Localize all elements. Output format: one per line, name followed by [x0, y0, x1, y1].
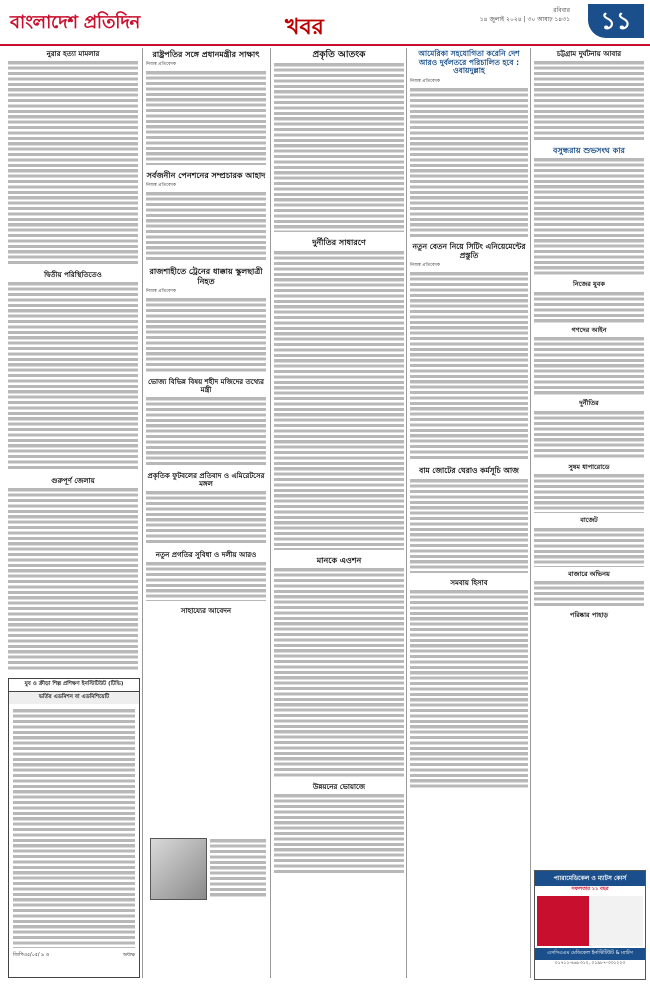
headline: সাহায্যের আবেদন — [180, 606, 232, 615]
headline: দুর্নীতির সাধারণে — [312, 238, 366, 248]
byline: নিজস্ব প্রতিবেদক — [146, 288, 177, 294]
ad-course-list — [591, 896, 643, 946]
headline: দুর্নীতির — [579, 399, 599, 408]
article-body — [534, 410, 644, 460]
article-body — [410, 478, 528, 573]
article-body — [146, 191, 266, 261]
masthead — [0, 0, 650, 46]
article-body — [8, 281, 138, 471]
article-body — [146, 490, 266, 545]
notice-subtitle: ভর্তির এডমিশন বা এডমিশিয়েটি — [9, 692, 139, 704]
article-body — [410, 589, 528, 789]
headline: দ্বিতীয় পরিস্থিতিতেও — [44, 271, 102, 280]
byline: নিজস্ব প্রতিবেদক — [410, 263, 441, 269]
person-photo — [150, 838, 207, 900]
headline: নতুন প্রগতির সুবিধা ও দলীয় আরও — [155, 550, 257, 559]
article-body — [410, 87, 528, 237]
headline: বসুন্ধরায় শুভসংঘ কার — [553, 146, 625, 156]
headline: বাজারে অভিনয় — [568, 569, 610, 578]
notice-ref: জিপিএ৫/০৫/ ৯ ও — [13, 953, 50, 958]
headline: সমবায় হিসাব — [450, 578, 488, 587]
headline: নিজের যুবক — [573, 280, 605, 289]
headline: নুরার হত্যা মামলার — [46, 50, 100, 58]
article-body — [146, 70, 266, 165]
article-body — [534, 291, 644, 323]
article-body — [274, 250, 404, 550]
byline: নিজস্ব প্রতিবেদক — [146, 183, 177, 189]
headline: আমেরিকা সহযোগিতা করেনি দেশ আরও দুর্বলতরে পরিচালিত হবে : ওবায়দুল্লাহ — [418, 49, 520, 76]
byline: নিজস্ব প্রতিবেদক — [410, 78, 441, 84]
dateline: রবিবার ১৪ জুলাই ২০২৪ | ৩০ আষাঢ় ১৪৩১ — [479, 7, 570, 23]
article-body — [274, 567, 404, 777]
headline: সুষম ধাপারোডে — [568, 462, 610, 471]
headline: প্রকৃতি আতংক — [312, 50, 366, 60]
column-rule — [142, 48, 143, 978]
article-body — [210, 838, 266, 898]
column-rule — [530, 48, 531, 978]
tender-notice — [8, 678, 140, 978]
page-number: ১১ — [588, 4, 644, 38]
article-body — [274, 62, 404, 232]
article-body — [534, 157, 644, 277]
advertisement[interactable] — [534, 870, 646, 980]
headline: পরিষ্কার পাহাড় — [569, 611, 609, 620]
article-body — [410, 271, 528, 461]
notice-body — [13, 708, 135, 948]
article-body — [534, 60, 644, 140]
article-body — [146, 297, 266, 372]
article-body — [8, 487, 138, 672]
headline: বাজেট — [580, 516, 598, 525]
article-body — [534, 580, 644, 608]
headline: উন্নয়নের ভোয়াজে — [312, 782, 366, 791]
byline: নিজস্ব প্রতিবেদক — [146, 62, 177, 68]
notice-title: যুব ও ক্রীড়া শিল্প প্রশিক্ষণ ইনস্টিটিউট (টিভি) — [9, 679, 139, 692]
notice-signatory: অধ্যক্ষ — [122, 953, 135, 958]
ad-institute: এসসিএএম মেডিকেল ইনস্টিটিউট & ম্যাটস — [535, 948, 645, 960]
headline: ভোজ্য বিভিন্ন বিষয় শহীদ মজিদের তথ্যের মন্ত্রী — [147, 377, 265, 394]
section-title: খবর — [285, 15, 324, 40]
headline: বাম জোটের ঘেরাও কর্মসূচি আজ — [419, 466, 519, 476]
article-body — [146, 396, 266, 466]
article-body — [146, 561, 266, 601]
headline: রাষ্ট্রপতির সঙ্গে প্রধানমন্ত্রীর সাক্ষাৎ — [152, 50, 260, 59]
column-rule — [406, 48, 407, 978]
headline: রাজশাহীতে ট্রেনের ধাক্কায় স্কুলছাত্রী নিহত — [149, 267, 263, 286]
ad-course-list — [537, 896, 589, 946]
article-body — [274, 793, 404, 873]
headline: গুরুপূর্ণ জেলায় — [51, 477, 95, 486]
headline: নতুন বেতন নিয়ে সিটিং এনিয়েমেন্টের প্রস্তুতি — [412, 241, 526, 260]
ad-contact: ০১৭১১-৪৬৮৩১০, ০১৯৮৭-৩৩১২২৩ — [554, 961, 626, 966]
column-rule — [270, 48, 271, 978]
headline: গণদের আইন — [571, 325, 607, 334]
headline: মানকে এওশন — [316, 555, 362, 565]
headline: সর্বজনীন পেনশনের সম্প্রচারক আহাদ — [146, 171, 266, 181]
ad-headline: প্যারামেডিকেল ও ম্যাটস কোর্স — [535, 871, 645, 886]
article-body — [534, 527, 644, 567]
newspaper-logo: বাংলাদেশ প্রতিদিন — [10, 12, 140, 33]
headline: চট্টগ্রাম দুর্ঘটনায় আবার — [556, 50, 622, 58]
article-body — [534, 336, 644, 396]
ad-subline: সফলতার ১১ বছর — [571, 886, 609, 892]
article-body — [534, 473, 644, 513]
article-body — [8, 60, 138, 265]
headline: প্রকৃতিক ফুটবলের প্রতিবাদ ও এমিরেটসের মঙ্গল — [147, 471, 265, 488]
